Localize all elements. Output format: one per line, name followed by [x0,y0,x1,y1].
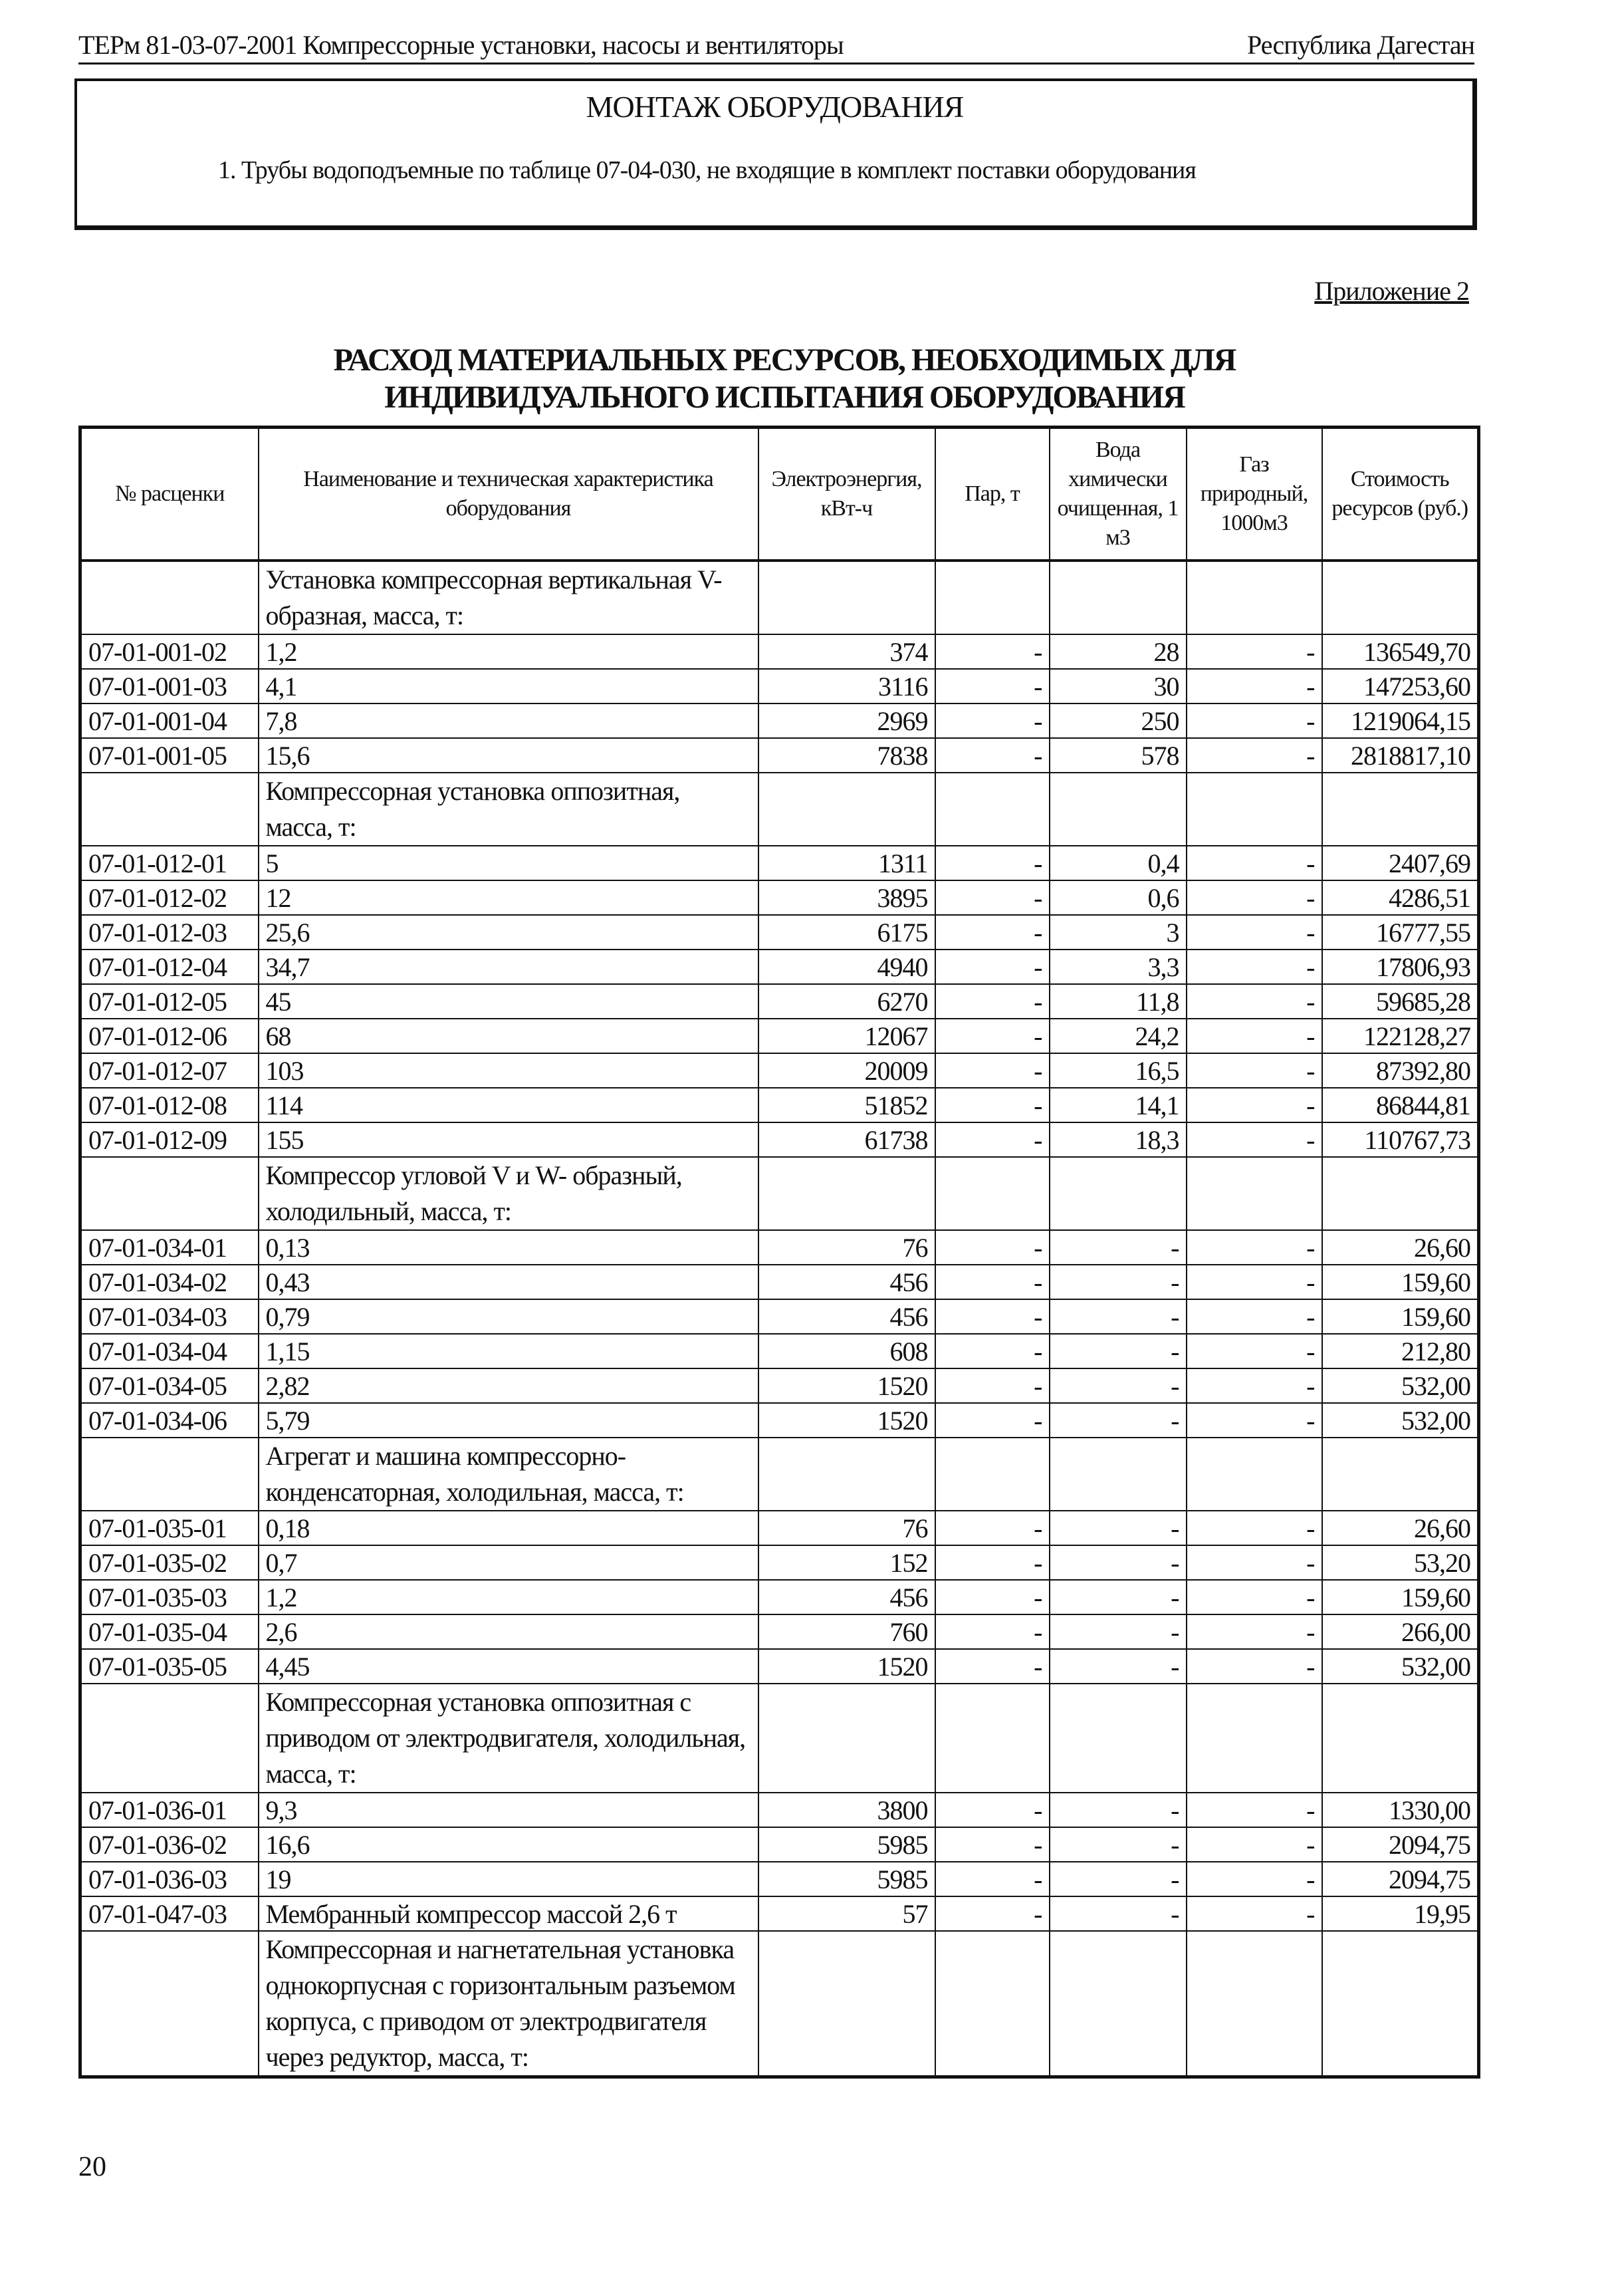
cell-power [758,1931,935,2077]
cell-gas: - [1187,1649,1322,1684]
cell-gas: - [1187,950,1322,984]
cell-power: 7838 [758,738,935,773]
cell-gas: - [1187,738,1322,773]
cell-steam: - [935,1122,1050,1157]
cell-code: 07-01-012-06 [80,1019,259,1053]
cell-water: 3 [1050,915,1187,950]
cell-water: - [1050,1896,1187,1931]
cell-steam: - [935,1053,1050,1088]
cell-name: Агрегат и машина компрессорно-конденсаторная, холодильная, масса, т: [259,1438,758,1511]
cell-steam [935,1157,1050,1230]
cell-gas: - [1187,1896,1322,1931]
table-row [80,1793,1479,1827]
cell-gas: - [1187,1265,1322,1299]
cell-water: - [1050,1827,1187,1862]
cell-steam: - [935,1368,1050,1403]
cell-power: 1520 [758,1403,935,1438]
cell-steam: - [935,1649,1050,1684]
cell-water: - [1050,1862,1187,1896]
table-row [80,984,1479,1019]
column-header-code: № расценки [80,428,259,561]
cell-power: 57 [758,1896,935,1931]
cell-name: 0,7 [259,1545,758,1580]
cell-cost: 136549,70 [1322,634,1479,669]
cell-gas: - [1187,1334,1322,1368]
cell-power: 6270 [758,984,935,1019]
cell-code: 07-01-001-05 [80,738,259,773]
cell-code: 07-01-034-05 [80,1368,259,1403]
cell-steam: - [935,1299,1050,1334]
cell-power [758,773,935,846]
appendix-label: Приложение 2 [1314,276,1469,306]
cell-gas: - [1187,1545,1322,1580]
cell-name: 114 [259,1088,758,1122]
cell-steam: - [935,1827,1050,1862]
cell-water: - [1050,1403,1187,1438]
table-row [80,1511,1479,1545]
cell-cost: 59685,28 [1322,984,1479,1019]
cell-gas: - [1187,1827,1322,1862]
cell-name: 5 [259,846,758,880]
cell-power [758,1438,935,1511]
cell-steam: - [935,1545,1050,1580]
cell-water: - [1050,1511,1187,1545]
cell-power [758,1157,935,1230]
cell-water: 0,4 [1050,846,1187,880]
table-row [80,669,1479,703]
cell-power: 152 [758,1545,935,1580]
cell-name: 16,6 [259,1827,758,1862]
table-row [80,1403,1479,1438]
cell-water: 28 [1050,634,1187,669]
cell-cost: 2818817,10 [1322,738,1479,773]
table-row [80,1088,1479,1122]
cell-code: 07-01-012-07 [80,1053,259,1088]
cell-power: 5985 [758,1862,935,1896]
table-row [80,634,1479,669]
cell-power: 3116 [758,669,935,703]
cell-code: 07-01-047-03 [80,1896,259,1931]
cell-cost: 2094,75 [1322,1827,1479,1862]
cell-steam: - [935,738,1050,773]
cell-code: 07-01-035-01 [80,1511,259,1545]
cell-gas: - [1187,1580,1322,1614]
cell-power: 76 [758,1511,935,1545]
cell-power: 76 [758,1230,935,1265]
cell-code: 07-01-012-08 [80,1088,259,1122]
cell-water: 11,8 [1050,984,1187,1019]
cell-power: 760 [758,1614,935,1649]
table-row [80,1053,1479,1088]
cell-name: 25,6 [259,915,758,950]
cell-cost [1322,773,1479,846]
cell-steam [935,1931,1050,2077]
cell-steam: - [935,634,1050,669]
cell-cost [1322,1157,1479,1230]
installation-title: МОНТАЖ ОБОРУДОВАНИЯ [586,90,964,124]
cell-name: 0,18 [259,1511,758,1545]
table-title-line-2: ИНДИВИДУАЛЬНОГО ИСПЫТАНИЯ ОБОРУДОВАНИЯ [384,380,1185,415]
cell-steam: - [935,1088,1050,1122]
cell-code [80,1684,259,1793]
cell-power [758,561,935,634]
cell-water: - [1050,1334,1187,1368]
cell-code: 07-01-012-05 [80,984,259,1019]
cell-name: 2,82 [259,1368,758,1403]
cell-code [80,1931,259,2077]
cell-power: 456 [758,1265,935,1299]
table-row [80,1019,1479,1053]
cell-steam: - [935,1862,1050,1896]
cell-code: 07-01-036-03 [80,1862,259,1896]
cell-cost: 26,60 [1322,1511,1479,1545]
cell-name: 1,15 [259,1334,758,1368]
table-header-row [80,428,1479,561]
cell-cost: 159,60 [1322,1580,1479,1614]
header-region: Республика Дагестан [1247,30,1474,60]
table-row [80,1614,1479,1649]
table-group-row [80,1438,1479,1511]
cell-gas [1187,1157,1322,1230]
cell-name: 2,6 [259,1614,758,1649]
cell-code [80,773,259,846]
cell-cost: 17806,93 [1322,950,1479,984]
cell-power: 6175 [758,915,935,950]
cell-power: 61738 [758,1122,935,1157]
cell-name: 0,13 [259,1230,758,1265]
cell-code [80,1438,259,1511]
cell-code [80,1157,259,1230]
cell-power: 608 [758,1334,935,1368]
cell-water [1050,1157,1187,1230]
cell-steam [935,1684,1050,1793]
cell-name: 1,2 [259,634,758,669]
cell-steam: - [935,880,1050,915]
table-group-row [80,561,1479,634]
cell-code: 07-01-012-03 [80,915,259,950]
cell-steam: - [935,669,1050,703]
cell-code: 07-01-001-03 [80,669,259,703]
table-row [80,1862,1479,1896]
table-body [80,561,1479,2077]
cell-code [80,561,259,634]
cell-gas [1187,561,1322,634]
table-row [80,846,1479,880]
cell-name: 19 [259,1862,758,1896]
table-title [186,342,1383,416]
cell-water: - [1050,1614,1187,1649]
cell-power: 1311 [758,846,935,880]
column-header-gas: Газ природный, 1000м3 [1187,428,1322,561]
resources-table [78,426,1480,2079]
cell-steam: - [935,1265,1050,1299]
table-group-row [80,1931,1479,2077]
cell-code: 07-01-034-06 [80,1403,259,1438]
cell-code: 07-01-012-02 [80,880,259,915]
cell-cost: 1219064,15 [1322,703,1479,738]
cell-cost: 86844,81 [1322,1088,1479,1122]
cell-gas: - [1187,1088,1322,1122]
cell-name: Установка компрессорная вертикальная V-образная, масса, т: [259,561,758,634]
cell-water: 3,3 [1050,950,1187,984]
cell-steam [935,773,1050,846]
cell-code: 07-01-012-01 [80,846,259,880]
table-row [80,1265,1479,1299]
cell-gas: - [1187,915,1322,950]
cell-steam: - [935,1793,1050,1827]
cell-power: 456 [758,1299,935,1334]
table-title-line-1: РАСХОД МАТЕРИАЛЬНЫХ РЕСУРСОВ, НЕОБХОДИМЫХ ДЛЯ [333,342,1236,378]
cell-cost: 159,60 [1322,1265,1479,1299]
cell-code: 07-01-035-05 [80,1649,259,1684]
table-row [80,1827,1479,1862]
table-row [80,880,1479,915]
cell-water: - [1050,1368,1187,1403]
cell-steam: - [935,1896,1050,1931]
cell-water: - [1050,1580,1187,1614]
cell-power [758,1684,935,1793]
cell-water: - [1050,1230,1187,1265]
cell-power: 20009 [758,1053,935,1088]
cell-steam [935,561,1050,634]
cell-steam: - [935,1511,1050,1545]
column-header-water: Вода химически очищенная, 1 м3 [1050,428,1187,561]
cell-name: 4,1 [259,669,758,703]
cell-name: Компрессорная и нагнетательная установка однокорпусная с горизонтальным разъемом корпуса, с приводом от электродвигателя через редуктор, масса, т: [259,1931,758,2077]
cell-steam: - [935,703,1050,738]
cell-power: 4940 [758,950,935,984]
cell-code: 07-01-034-02 [80,1265,259,1299]
cell-cost: 110767,73 [1322,1122,1479,1157]
cell-cost: 19,95 [1322,1896,1479,1931]
table-group-row [80,1684,1479,1793]
table-row [80,1545,1479,1580]
cell-gas: - [1187,1053,1322,1088]
cell-gas [1187,1438,1322,1511]
cell-power: 12067 [758,1019,935,1053]
cell-cost: 4286,51 [1322,880,1479,915]
cell-water [1050,773,1187,846]
cell-name: 103 [259,1053,758,1088]
page-number: 20 [78,2152,106,2182]
cell-code: 07-01-012-09 [80,1122,259,1157]
cell-name: 5,79 [259,1403,758,1438]
cell-name: 4,45 [259,1649,758,1684]
cell-gas: - [1187,984,1322,1019]
cell-cost: 147253,60 [1322,669,1479,703]
cell-name: 0,79 [259,1299,758,1334]
cell-gas: - [1187,846,1322,880]
cell-power: 3800 [758,1793,935,1827]
cell-cost: 16777,55 [1322,915,1479,950]
table-row [80,1230,1479,1265]
column-header-steam: Пар, т [935,428,1050,561]
cell-gas: - [1187,1793,1322,1827]
cell-cost: 532,00 [1322,1649,1479,1684]
installation-box [74,78,1477,230]
cell-cost: 26,60 [1322,1230,1479,1265]
cell-name: 9,3 [259,1793,758,1827]
table-row [80,1580,1479,1614]
cell-water: 18,3 [1050,1122,1187,1157]
cell-gas: - [1187,1511,1322,1545]
table-row [80,1896,1479,1931]
cell-gas: - [1187,1614,1322,1649]
cell-power: 1520 [758,1649,935,1684]
cell-gas [1187,1684,1322,1793]
cell-gas: - [1187,634,1322,669]
cell-steam: - [935,1019,1050,1053]
cell-name: 7,8 [259,703,758,738]
cell-cost: 2407,69 [1322,846,1479,880]
cell-water [1050,1438,1187,1511]
cell-water: 14,1 [1050,1088,1187,1122]
cell-name: 1,2 [259,1580,758,1614]
cell-water [1050,1684,1187,1793]
cell-cost: 87392,80 [1322,1053,1479,1088]
cell-steam [935,1438,1050,1511]
cell-power: 456 [758,1580,935,1614]
cell-water: 578 [1050,738,1187,773]
cell-steam: - [935,950,1050,984]
cell-name: 0,43 [259,1265,758,1299]
cell-cost: 53,20 [1322,1545,1479,1580]
cell-steam: - [935,1230,1050,1265]
cell-steam: - [935,1403,1050,1438]
cell-water: - [1050,1299,1187,1334]
cell-cost [1322,1684,1479,1793]
cell-gas: - [1187,1019,1322,1053]
table-row [80,915,1479,950]
cell-cost: 122128,27 [1322,1019,1479,1053]
cell-water: 0,6 [1050,880,1187,915]
cell-name: 155 [259,1122,758,1157]
cell-gas: - [1187,1122,1322,1157]
cell-power: 2969 [758,703,935,738]
cell-gas: - [1187,1862,1322,1896]
table-row [80,1649,1479,1684]
cell-code: 07-01-001-04 [80,703,259,738]
cell-power: 1520 [758,1368,935,1403]
cell-cost [1322,561,1479,634]
cell-water: - [1050,1545,1187,1580]
table-row [80,1334,1479,1368]
installation-item: 1. Трубы водоподъемные по таблице 07-04-030, не входящие в комплект поставки оборудования [218,156,1196,184]
cell-steam: - [935,984,1050,1019]
cell-code: 07-01-035-04 [80,1614,259,1649]
cell-steam: - [935,915,1050,950]
cell-steam: - [935,1334,1050,1368]
cell-code: 07-01-034-03 [80,1299,259,1334]
cell-water: - [1050,1649,1187,1684]
cell-name: 45 [259,984,758,1019]
cell-power: 374 [758,634,935,669]
table-row [80,950,1479,984]
column-header-cost: Стоимость ресурсов (руб.) [1322,428,1479,561]
cell-code: 07-01-035-02 [80,1545,259,1580]
cell-gas: - [1187,1299,1322,1334]
cell-code: 07-01-001-02 [80,634,259,669]
cell-water: 16,5 [1050,1053,1187,1088]
cell-water: - [1050,1793,1187,1827]
cell-water [1050,1931,1187,2077]
cell-steam: - [935,846,1050,880]
cell-code: 07-01-034-04 [80,1334,259,1368]
table-row [80,1368,1479,1403]
table-group-row [80,773,1479,846]
cell-gas: - [1187,1368,1322,1403]
cell-water [1050,561,1187,634]
cell-cost [1322,1438,1479,1511]
cell-water: 24,2 [1050,1019,1187,1053]
cell-power: 3895 [758,880,935,915]
cell-code: 07-01-034-01 [80,1230,259,1265]
cell-gas: - [1187,880,1322,915]
cell-cost [1322,1931,1479,2077]
cell-name: 34,7 [259,950,758,984]
cell-cost: 2094,75 [1322,1862,1479,1896]
cell-cost: 159,60 [1322,1299,1479,1334]
running-header [78,25,1474,64]
cell-power: 51852 [758,1088,935,1122]
column-header-power: Электроэнергия, кВт-ч [758,428,935,561]
column-header-name: Наименование и техническая характеристика оборудования [259,428,758,561]
cell-water: - [1050,1265,1187,1299]
header-document-code: ТЕРм 81-03-07-2001 Компрессорные установки, насосы и вентиляторы [78,30,844,60]
cell-cost: 532,00 [1322,1403,1479,1438]
cell-cost: 1330,00 [1322,1793,1479,1827]
cell-gas: - [1187,1403,1322,1438]
cell-code: 07-01-012-04 [80,950,259,984]
cell-cost: 266,00 [1322,1614,1479,1649]
cell-gas: - [1187,669,1322,703]
cell-steam: - [935,1614,1050,1649]
cell-water: 30 [1050,669,1187,703]
cell-name: Мембранный компрессор массой 2,6 т [259,1896,758,1931]
cell-name: 15,6 [259,738,758,773]
cell-gas [1187,773,1322,846]
cell-gas [1187,1931,1322,2077]
cell-name: 12 [259,880,758,915]
cell-name: Компрессорная установка оппозитная, масса, т: [259,773,758,846]
cell-name: 68 [259,1019,758,1053]
table-row [80,1122,1479,1157]
cell-water: 250 [1050,703,1187,738]
cell-cost: 532,00 [1322,1368,1479,1403]
cell-code: 07-01-036-02 [80,1827,259,1862]
table-row [80,1299,1479,1334]
cell-steam: - [935,1580,1050,1614]
table-row [80,703,1479,738]
cell-gas: - [1187,1230,1322,1265]
cell-power: 5985 [758,1827,935,1862]
cell-name: Компрессор угловой V и W- образный, холодильный, масса, т: [259,1157,758,1230]
cell-code: 07-01-036-01 [80,1793,259,1827]
table-group-row [80,1157,1479,1230]
cell-name: Компрессорная установка оппозитная с приводом от электродвигателя, холодильная, масса, т: [259,1684,758,1793]
cell-code: 07-01-035-03 [80,1580,259,1614]
cell-gas: - [1187,703,1322,738]
cell-cost: 212,80 [1322,1334,1479,1368]
table-row [80,738,1479,773]
